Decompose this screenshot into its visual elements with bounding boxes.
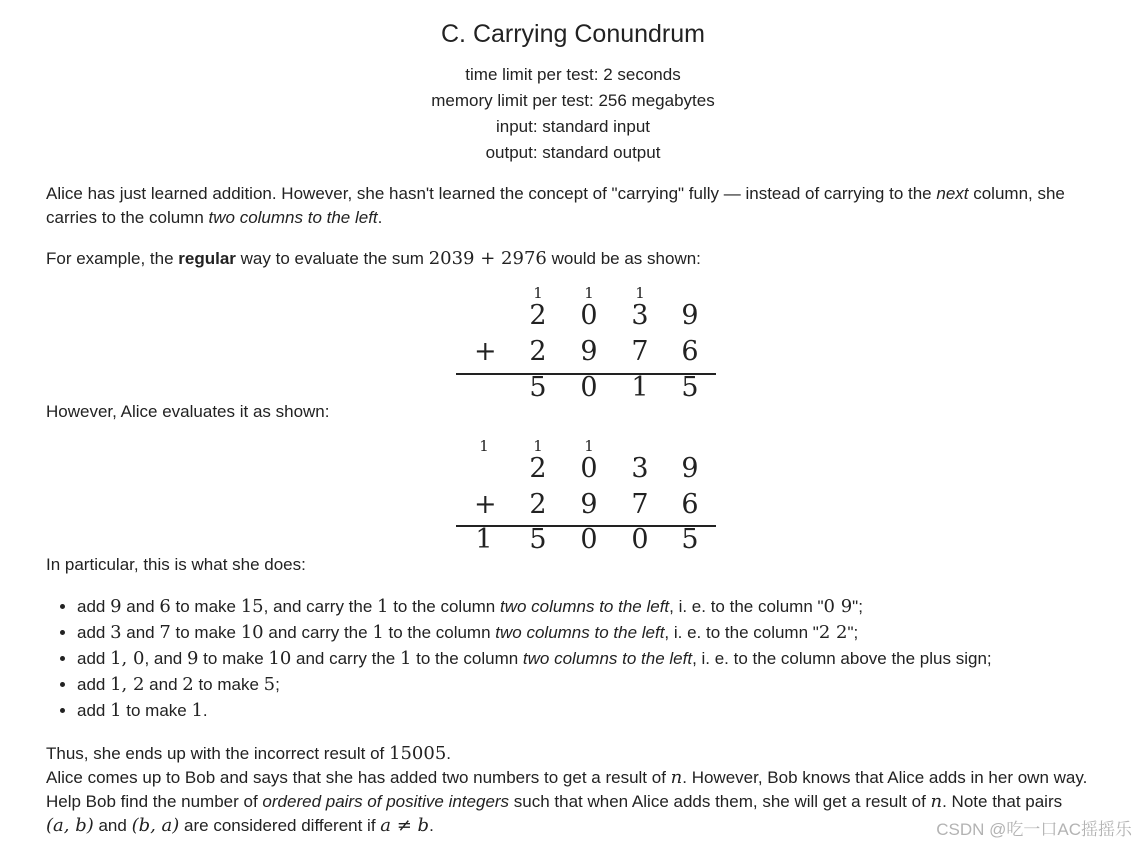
regular-carry: 1 (584, 284, 594, 302)
alice-carry: 1 (584, 437, 594, 455)
alice-bottom-digit: 2 (529, 489, 547, 520)
statement-paragraph-3: However, Alice evaluates it as shown: (46, 402, 330, 421)
alice-top-digit: 2 (529, 453, 547, 484)
alice-result-digit: 0 (631, 524, 649, 555)
regular-carry: 1 (635, 284, 645, 302)
regular-top-digit: 2 (529, 300, 547, 331)
regular-result-digit: 0 (580, 372, 598, 403)
time-limit: time limit per test: 2 seconds (465, 65, 681, 84)
alice-carry: 1 (533, 437, 543, 455)
plus-sign: + (474, 489, 497, 520)
alice-bottom-digit: 9 (580, 489, 598, 520)
problem-limits (0, 62, 1146, 166)
conclusion-line: Thus, she ends up with the incorrect result of 15005. (46, 743, 452, 764)
regular-bottom-digit: 2 (529, 336, 547, 367)
regular-sum-figure (456, 284, 716, 408)
alice-result-digit: 5 (529, 524, 547, 555)
conclusion-line: (a, b) and (b, a) are considered different if a ≠ b. (46, 815, 434, 836)
regular-top-digit: 3 (631, 300, 649, 331)
statement-paragraph-4: In particular, this is what she does: (46, 555, 306, 574)
conclusion-line: Help Bob find the number of ordered pairs of positive integers such that when Alice adds them, she will get a result of n. Note that pairs (46, 791, 1063, 812)
regular-result-digit: 5 (529, 372, 547, 403)
alice-bottom-digit: 7 (631, 489, 649, 520)
alice-top-digit: 3 (631, 453, 649, 484)
alice-result-digit: 1 (475, 524, 493, 555)
list-item: • add 9 and 6 to make 15, and carry the 1 to the column two columns to the left, i. e. to the column "0 9"; (77, 594, 992, 620)
conclusion-line: Alice comes up to Bob and says that she has added two numbers to get a result of n. However, Bob knows that Alice adds in her own way. (46, 767, 1088, 788)
regular-bottom-digit: 6 (681, 336, 699, 367)
alice-sum-figure (456, 437, 716, 561)
regular-top-digit: 0 (580, 300, 598, 331)
problem-title: C. Carrying Conundrum (441, 20, 705, 48)
regular-bottom-digit: 9 (580, 336, 598, 367)
regular-top-digit: 9 (681, 300, 699, 331)
input-spec: input: standard input (495, 117, 651, 136)
regular-result-digit: 5 (681, 372, 699, 403)
alice-bottom-digit: 6 (681, 489, 699, 520)
csdn-watermark: CSDN @吃一口AC摇摇乐 (936, 820, 1132, 839)
list-item: • add 1, 2 and 2 to make 5; (77, 672, 992, 698)
alice-result-digit: 0 (580, 524, 598, 555)
statement-paragraph-2: For example, the regular way to evaluate the sum 2039 + 2976 would be as shown: (46, 248, 701, 269)
alice-top-digit: 9 (681, 453, 699, 484)
steps-list (46, 594, 992, 724)
list-item: • add 1 to make 1. (77, 698, 992, 724)
list-item: • add 1, 0, and 9 to make 10 and carry the 1 to the column two columns to the left, i. e. to the column above the plus sign; (77, 646, 992, 672)
memory-limit: memory limit per test: 256 megabytes (431, 91, 715, 110)
alice-carry: 1 (479, 437, 489, 455)
list-item: • add 3 and 7 to make 10 and carry the 1 to the column two columns to the left, i. e. to the column "2 2"; (77, 620, 992, 646)
regular-bottom-digit: 7 (631, 336, 649, 367)
plus-sign: + (474, 336, 497, 367)
regular-result-digit: 1 (631, 372, 649, 403)
statement-paragraph-1: Alice has just learned addition. However, she hasn't learned the concept of "carrying" fully — instead of carrying to the next column, she carries to the column two columns to the left. (46, 184, 1065, 227)
regular-carry: 1 (533, 284, 543, 302)
alice-result-digit: 5 (681, 524, 699, 555)
alice-top-digit: 0 (580, 453, 598, 484)
output-spec: output: standard output (485, 143, 661, 162)
